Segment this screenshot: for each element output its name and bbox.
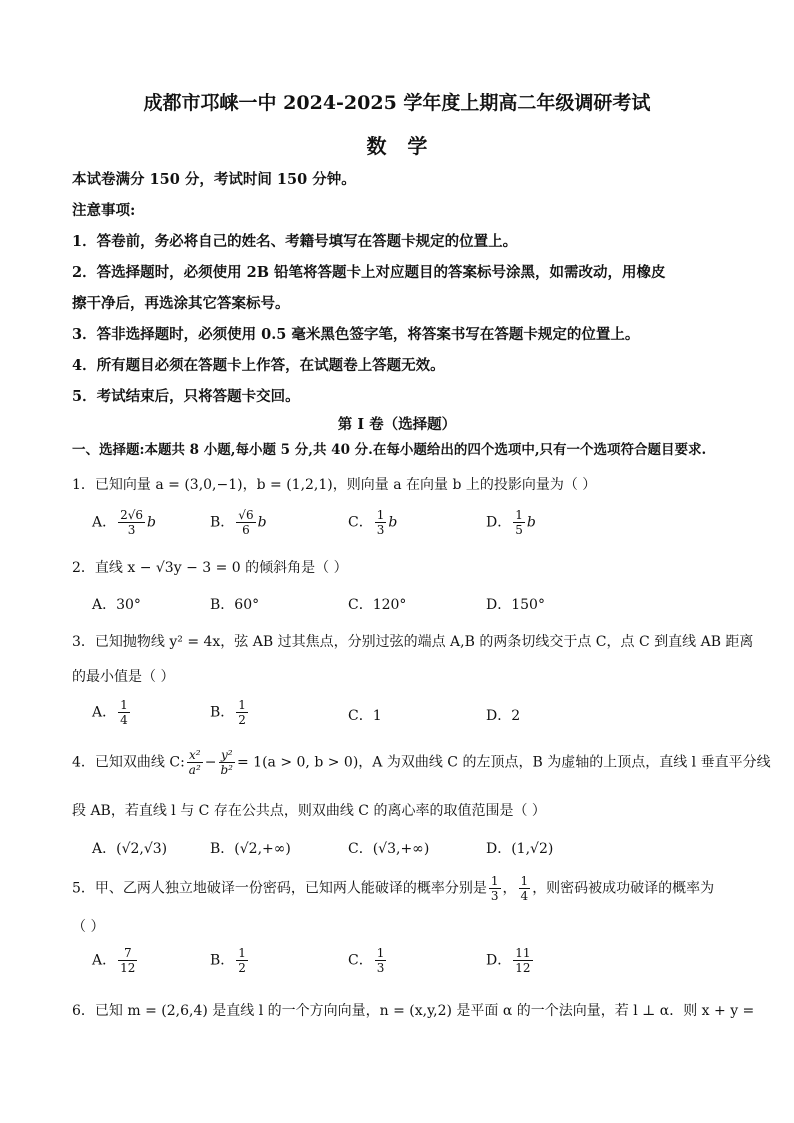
subject-title: 数 学 (366, 134, 428, 158)
question-3-stem-line1: 3．已知抛物线 y² = 4x，弦 AB 过其焦点，分别过弦的端点 A,B 的两条切线交于点 C，点 C 到直线 AB 距离 (72, 634, 754, 650)
q1-b-num: √6 (238, 508, 254, 522)
q5-option-b-frac (236, 946, 248, 975)
q4-option-b[interactable]: B．(√2,+∞) (210, 841, 291, 857)
q5-comma: ， (502, 880, 517, 897)
q2-option-d[interactable]: D．150° (486, 597, 545, 613)
q3-option-d[interactable]: D．2 (486, 708, 521, 724)
q3-option-b-label: B． (210, 704, 235, 721)
q2-option-a[interactable]: A．30° (92, 597, 141, 613)
q5-stem-pre: 5．甲、乙两人独立地破译一份密码，已知两人能破译的概率分别是 (72, 880, 487, 897)
q4-frac1-den: a² (188, 763, 201, 777)
q5-option-b-label: B． (210, 952, 235, 969)
q3-b-den: 2 (238, 713, 246, 727)
q4-frac2-num: y² (219, 748, 236, 763)
q1-option-c-label: C． (348, 514, 373, 531)
q5-b-den: 2 (238, 961, 246, 975)
question-5-stem-line1 (72, 874, 714, 903)
q5-option-a-frac (118, 946, 137, 975)
q5-option-d[interactable] (486, 946, 535, 975)
q1-a-tail: b (147, 514, 157, 531)
notice-title: 注意事项: (72, 202, 136, 219)
q5-option-d-frac (513, 946, 532, 975)
q1-c-den: 3 (376, 523, 385, 537)
q5-f1-num: 1 (490, 874, 499, 888)
q5-c-den: 3 (376, 961, 385, 975)
q4-option-c[interactable]: C．(√3,+∞) (348, 841, 430, 857)
q1-option-d-label: D． (486, 514, 512, 531)
q1-d-den: 5 (515, 523, 523, 537)
q3-option-c[interactable]: C．1 (348, 708, 382, 724)
note-5: 5．考试结束后，只将答题卡交回。 (72, 388, 300, 405)
section-instruction: 一、选择题:本题共 8 小题,每小题 5 分,共 40 分.在每小题给出的四个选项中,只有一个选项符合题目要求. (72, 442, 707, 458)
q1-option-c-frac (375, 508, 387, 537)
q3-b-num: 1 (238, 698, 246, 712)
q5-a-den: 12 (120, 961, 136, 975)
q2-option-c[interactable]: C．120° (348, 597, 407, 613)
note-2-cont: 擦干净后，再选涂其它答案标号。 (72, 295, 290, 312)
q1-option-b-label: B． (210, 514, 235, 531)
q1-d-num: 1 (515, 508, 523, 522)
q4-frac2-den: b² (220, 763, 233, 777)
q3-a-num: 1 (120, 698, 128, 712)
q1-option-d-frac (513, 508, 525, 537)
exam-title: 成都市邛崃一中 2024-2025 学年度上期高二年级调研考试 (143, 92, 651, 114)
q5-f2-num: 1 (520, 874, 529, 888)
q1-option-b-frac (236, 508, 255, 537)
q3-option-a-frac (118, 698, 130, 727)
q5-option-a-label: A． (92, 952, 117, 969)
q5-a-num: 7 (118, 946, 137, 961)
q3-option-a[interactable] (92, 698, 132, 727)
q5-frac-1 (489, 874, 501, 903)
q5-option-d-label: D． (486, 952, 512, 969)
q1-option-a[interactable] (92, 508, 156, 537)
q4-frac1-num: x² (187, 748, 203, 763)
q2-option-b[interactable]: B．60° (210, 597, 260, 613)
q1-c-tail: b (388, 514, 398, 531)
q1-a-num: 2√6 (120, 508, 144, 522)
q5-option-c-frac (375, 946, 387, 975)
question-6-stem: 6．已知 m = (2,6,4) 是直线 l 的一个方向向量，n = (x,y,2) 是平面 α 的一个法向量，若 l ⊥ α．则 x + y = (72, 1003, 755, 1019)
section-title: 第 I 卷（选择题） (337, 416, 457, 433)
q5-frac-2 (519, 874, 531, 903)
note-2: 2．答选择题时，必须使用 2B 铅笔将答题卡上对应题目的答案标号涂黑，如需改动，用橡皮 (72, 264, 666, 281)
q4-stem-pre: 4．已知双曲线 C: (72, 754, 185, 771)
q3-option-b[interactable] (210, 698, 250, 727)
q1-option-b[interactable] (210, 508, 267, 537)
question-4-stem-line1 (72, 748, 771, 777)
q1-c-num: 1 (376, 508, 385, 522)
q1-option-c[interactable] (348, 508, 397, 537)
q1-a-den: 3 (127, 523, 136, 537)
q4-stem-post: = 1(a > 0, b > 0)，A 为双曲线 C 的左顶点，B 为虚轴的上顶点，直线 l 垂直平分线 (237, 754, 771, 771)
note-4: 4．所有题目必须在答题卡上作答，在试题卷上答题无效。 (72, 357, 445, 374)
note-3: 3．答非选择题时，必须使用 0.5 毫米黑色签字笔，将答案书写在答题卡规定的位置上。 (72, 326, 640, 343)
q4-minus: − (204, 754, 217, 771)
q4-option-d[interactable]: D．(1,√2) (486, 841, 554, 857)
q5-f1-den: 3 (490, 889, 499, 903)
q5-c-num: 1 (376, 946, 385, 960)
q1-option-d[interactable] (486, 508, 536, 537)
q5-d-num: 11 (515, 946, 531, 960)
q5-b-num: 1 (238, 946, 246, 960)
q5-option-b[interactable] (210, 946, 250, 975)
q3-option-b-frac (236, 698, 248, 727)
q5-option-c[interactable] (348, 946, 388, 975)
q1-b-den: 6 (242, 523, 250, 537)
q5-f2-den: 4 (520, 889, 529, 903)
q5-option-a[interactable] (92, 946, 139, 975)
question-3-stem-line2: 的最小值是（ ） (72, 669, 175, 685)
q1-b-tail: b (257, 514, 267, 531)
question-4-stem-line2: 段 AB，若直线 l 与 C 存在公共点，则双曲线 C 的离心率的取值范围是（ ） (72, 803, 546, 819)
q3-option-a-label: A． (92, 704, 117, 721)
question-2-stem: 2．直线 x − √3y − 3 = 0 的倾斜角是（ ） (72, 560, 348, 576)
q4-option-a[interactable]: A．(√2,√3) (92, 841, 168, 857)
q1-option-a-label: A． (92, 514, 117, 531)
q1-d-tail: b (526, 514, 536, 531)
note-1: 1．答卷前，务必将自己的姓名、考籍号填写在答题卡规定的位置上。 (72, 233, 518, 250)
q5-option-c-label: C． (348, 952, 373, 969)
q4-frac-x (187, 748, 203, 777)
question-1-stem: 1．已知向量 a = (3,0,−1)，b = (1,2,1)，则向量 a 在向量 b 上的投影向量为（ ） (72, 477, 597, 493)
q4-frac-y (219, 748, 236, 777)
q5-stem-post: ，则密码被成功破译的概率为 (532, 880, 715, 897)
score-time-note: 本试卷满分 150 分，考试时间 150 分钟。 (72, 171, 356, 188)
q5-d-den: 12 (515, 961, 531, 975)
q3-a-den: 4 (120, 713, 128, 727)
question-5-stem-line2: （ ） (72, 919, 105, 935)
q1-option-a-frac (118, 508, 145, 537)
